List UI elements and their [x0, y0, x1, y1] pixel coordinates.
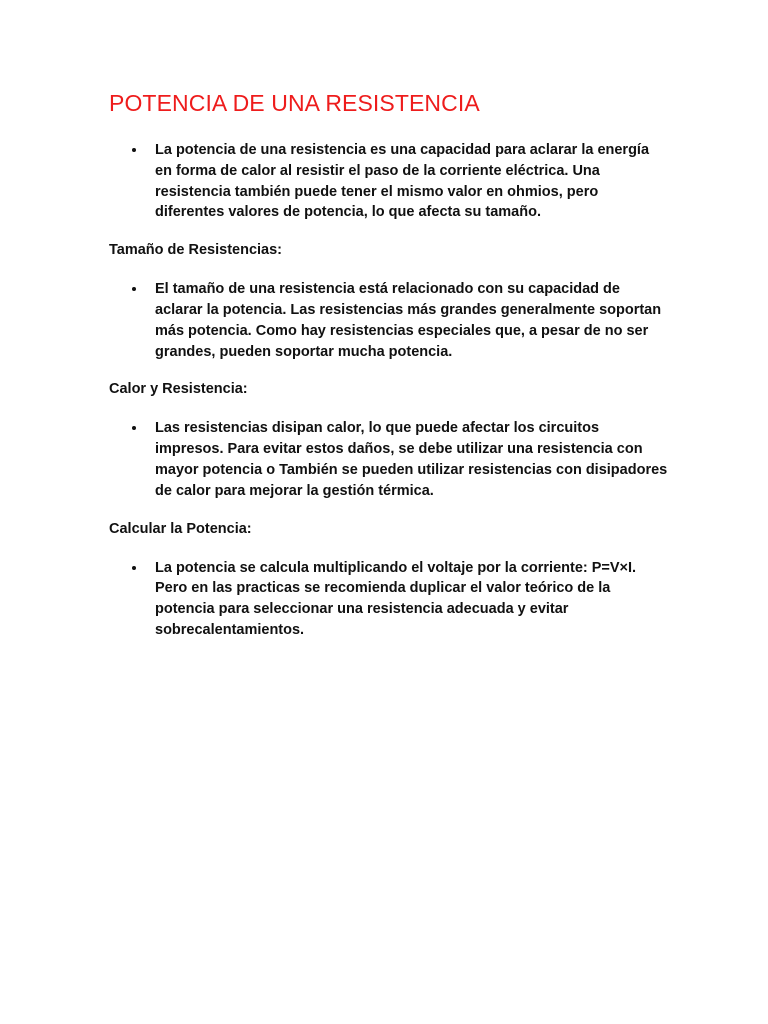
section-bullet-item — [109, 418, 668, 501]
bullet-dot-icon — [132, 287, 136, 291]
bullet-dot-icon — [132, 566, 136, 570]
bullet-dot-icon — [132, 426, 136, 430]
section-list-calcular — [109, 558, 668, 641]
section-list-tamano — [109, 279, 668, 362]
bullet-dot-icon — [132, 148, 136, 152]
section-heading-tamano: Tamaño de Resistencias: — [109, 242, 282, 259]
section-bullet-item — [109, 279, 668, 362]
section-bullet-text: El tamaño de una resistencia está relacionado con su capacidad de aclarar la potencia. Las resistencias más grandes generalmente soportan más potencia. Como hay resistencias especiales que, a pesar de no ser grandes, pueden soportar mucha potencia. — [155, 281, 662, 360]
section-bullet-text: La potencia se calcula multiplicando el voltaje por la corriente: P=V×I. Pero en las practicas se recomienda duplicar el valor teórico de la potencia para seleccionar una resistencia adecuada y evitar sobrecalentamientos. — [155, 559, 637, 638]
section-list-calor — [109, 418, 668, 501]
intro-bullet-item — [109, 140, 668, 223]
section-heading-calcular: Calcular la Potencia: — [109, 520, 252, 537]
document-title: POTENCIA DE UNA RESISTENCIA — [109, 90, 480, 116]
section-bullet-text: Las resistencias disipan calor, lo que puede afectar los circuitos impresos. Para evitar estos daños, se debe utilizar una resistencia con mayor potencia o También se pueden utilizar resistencias con disipadores de calor para mejorar la gestión térmica. — [155, 420, 668, 499]
section-heading-calor: Calor y Resistencia: — [109, 381, 248, 398]
section-bullet-item — [109, 558, 668, 641]
intro-bullet-text: La potencia de una resistencia es una capacidad para aclarar la energía en forma de calor al resistir el paso de la corriente eléctrica. Una resistencia también puede tener el mismo valor en ohmios, pero diferentes valores de potencia, lo que afecta su tamaño. — [155, 142, 650, 221]
intro-list — [109, 140, 668, 223]
